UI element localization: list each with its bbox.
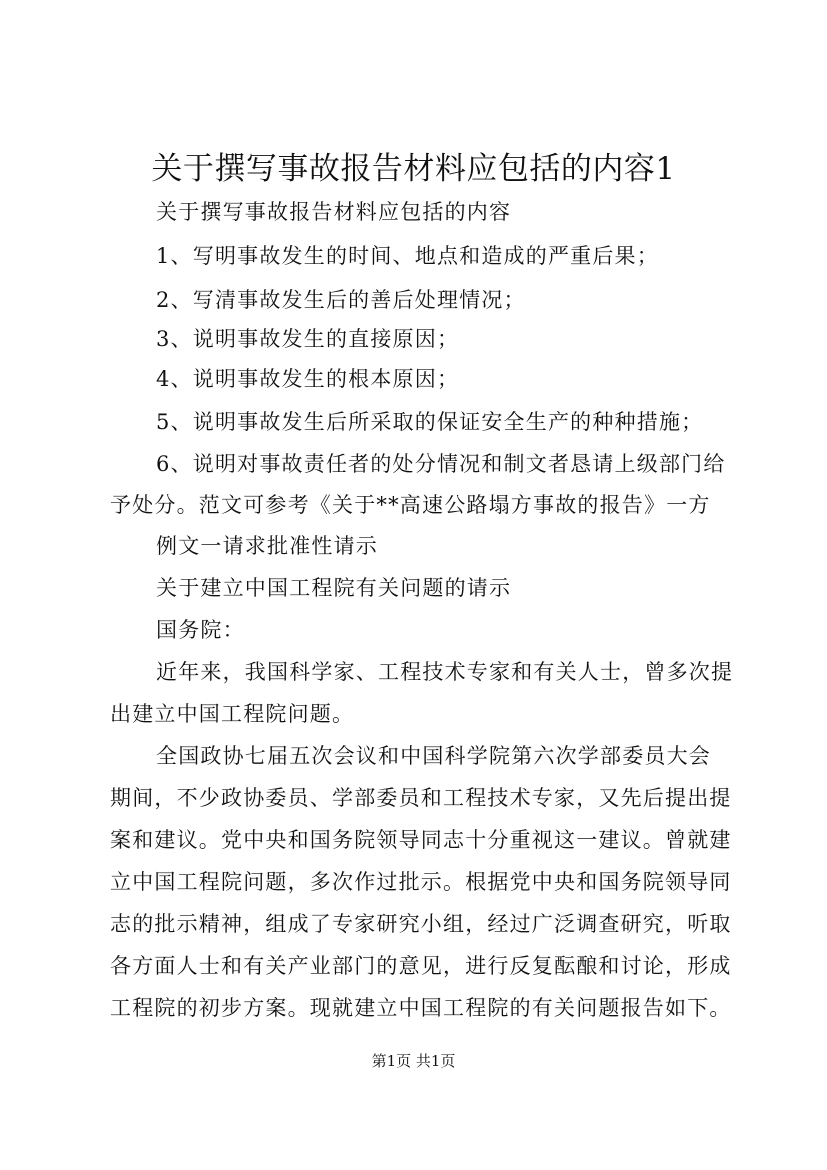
document-title: 关于撰写事故报告材料应包括的内容1 [151,151,676,187]
body-line: 工程院的初步方案。现就建立中国工程院的有关问题报告如下。 [110,996,732,1020]
body-line: 1、写明事故发生的时间、地点和造成的严重后果； [156,244,659,268]
body-line: 关于建立中国工程院有关问题的请示 [156,576,512,600]
body-line: 5、说明事故发生后所采取的保证安全生产的种种措施； [156,410,704,434]
body-line: 案和建议。党中央和国务院领导同志十分重视这一建议。曾就建 [110,828,732,852]
body-line: 近年来，我国科学家、工程技术专家和有关人士，曾多次提 [156,660,734,684]
body-line: 期间，不少政协委员、学部委员和工程技术专家，又先后提出提 [110,786,732,810]
body-line: 各方面人士和有关产业部门的意见，进行反复酝酿和讨论，形成 [110,954,732,978]
body-line: 出建立中国工程院问题。 [110,702,355,726]
body-line: 6、说明对事故责任者的处分情况和制文者恳请上级部门给 [156,452,726,476]
body-line: 例文一请求批准性请示 [156,534,378,558]
body-line: 关于撰写事故报告材料应包括的内容 [156,200,512,224]
body-line: 予处分。范文可参考《关于**高速公路塌方事故的报告》一方 [110,493,711,517]
body-line: 志的批示精神，组成了专家研究小组，经过广泛调查研究，听取 [110,912,732,936]
body-line: 立中国工程院问题，多次作过批示。根据党中央和国务院领导同 [110,870,732,894]
body-line: 3、说明事故发生的直接原因； [156,327,460,351]
body-line: 2、写清事故发生后的善后处理情况； [156,288,526,312]
body-line: 4、说明事故发生的根本原因； [156,367,460,391]
page-footer: 第1页 共1页 [371,1052,456,1070]
body-line: 全国政协七届五次会议和中国科学院第六次学部委员大会 [156,744,711,768]
body-line: 国务院： [156,618,245,642]
